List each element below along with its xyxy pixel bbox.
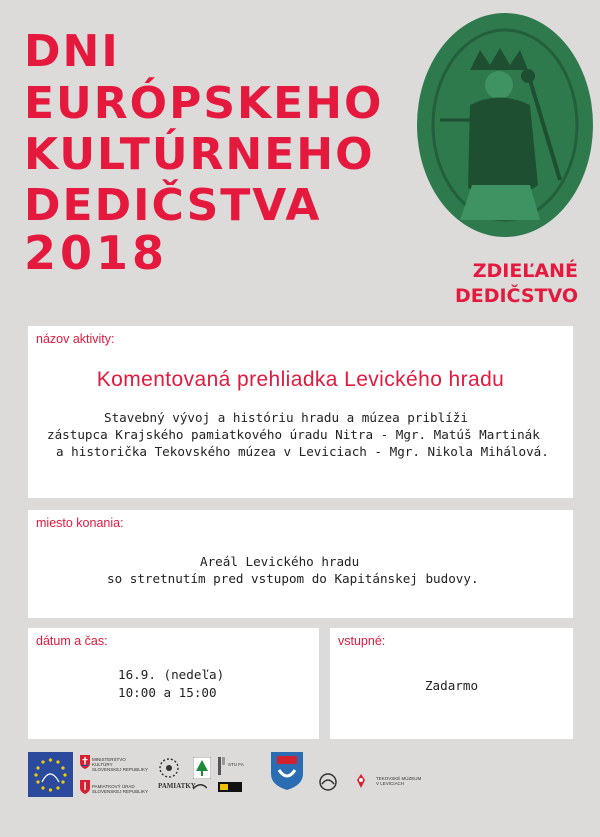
museum-name-line-1: TEKOVSKÉ MÚZEUM xyxy=(376,776,422,781)
royal-seal-image xyxy=(410,10,595,245)
event-title-line-3: KULTÚRNEHO xyxy=(24,129,375,180)
event-title-line-4: DEDIČSTVA xyxy=(24,180,322,231)
office-emblem-icon xyxy=(80,780,90,794)
ministry-name-line-1: MINISTERSTVO xyxy=(92,757,126,762)
activity-description-line: Stavebný vývoj a históriu hradu a múzea priblíži xyxy=(104,410,468,425)
slovak-coat-of-arms-icon xyxy=(80,755,90,769)
levice-coat-of-arms-logo xyxy=(271,752,303,790)
date-line: 16.9. (nedeľa) xyxy=(118,667,225,682)
pamiatky-swoosh-icon xyxy=(193,783,207,791)
yellow-black-logo xyxy=(218,782,242,792)
event-title-year: 2018 xyxy=(24,226,169,280)
event-title-line-1: DNI xyxy=(24,26,120,77)
museum-name-line-2: V LEVICIACH xyxy=(376,781,405,786)
place-line: Areál Levického hradu xyxy=(200,554,360,569)
slogan-line-1: ZDIEĽANÉ xyxy=(472,260,578,282)
header xyxy=(0,0,600,320)
activity-description-line: zástupca Krajského pamiatkového úradu Nitra - Mgr. Matúš Martinák xyxy=(47,427,540,442)
activity-label: názov aktivity: xyxy=(36,332,115,346)
pamiatky-logo-text: PAMIATKY xyxy=(158,782,196,790)
round-museum-logo xyxy=(318,772,338,792)
activity-card xyxy=(28,326,573,498)
date-card xyxy=(28,628,319,739)
red-flower-logo xyxy=(350,772,372,790)
green-tree-logo xyxy=(193,757,211,779)
place-label: miesto konania: xyxy=(36,516,124,530)
ministry-name-line-2: KULTÚRY xyxy=(92,762,113,767)
heritage-society-logo xyxy=(158,757,180,779)
fee-value: Zadarmo xyxy=(424,678,479,693)
place-line: so stretnutím pred vstupom do Kapitánskej budovy. xyxy=(107,571,479,586)
fee-card xyxy=(330,628,573,739)
office-name-line-1: PAMIATKOVÝ ÚRAD xyxy=(92,784,135,789)
activity-title: Komentovaná prehliadka Levického hradu xyxy=(96,368,505,391)
slogan-line-2: DEDIČSTVO xyxy=(454,285,578,307)
date-label: dátum a čas: xyxy=(36,634,108,648)
stu-mark-icon xyxy=(218,757,226,775)
office-name-line-2: SLOVENSKEJ REPUBLIKY xyxy=(92,789,149,794)
partner-logos xyxy=(28,752,573,822)
eu-flag-logo xyxy=(28,752,73,797)
place-card xyxy=(28,510,573,618)
time-line: 10:00 a 15:00 xyxy=(118,685,217,700)
event-title-line-2: EURÓPSKEHO xyxy=(24,78,384,129)
stu-label: STU FA xyxy=(228,762,244,767)
ministry-name-line-3: SLOVENSKEJ REPUBLIKY xyxy=(92,767,149,772)
activity-description-line: a historička Tekovského múzea v Leviciach - Mgr. Nikola Mihálová. xyxy=(56,444,549,459)
fee-label: vstupné: xyxy=(338,634,386,648)
